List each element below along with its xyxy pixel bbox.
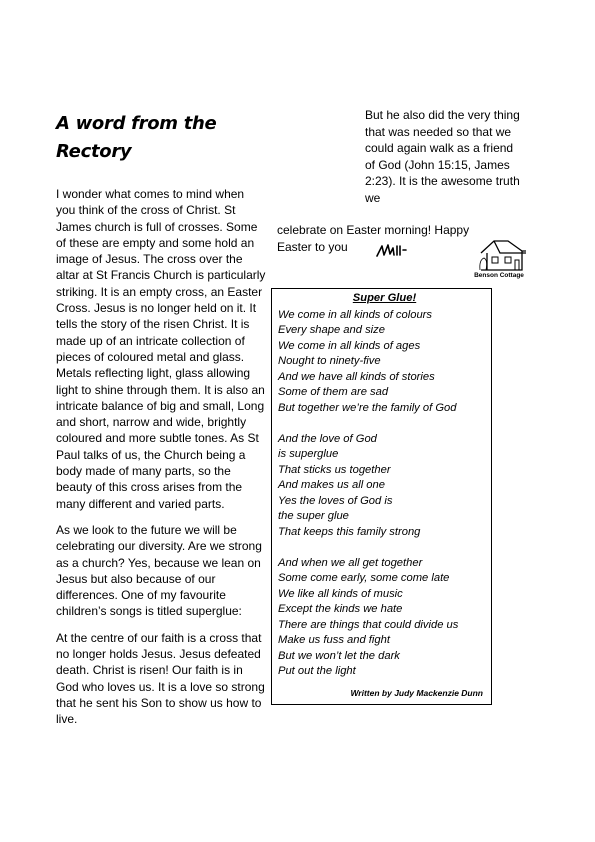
- poem-stanza-1: [278, 308, 491, 417]
- paragraph-1: I wonder what comes to mind when you think of the cross of Christ. St James church is full of crosses. Some of these are empty and some hold an image of Jesus. The cross over the altar at St Francis Church is particularly striking. It is an empty cross, an Easter Cross. Jesus is no longer held on it. It tells the story of the risen Christ. It is made up of an intricate collection of pieces of coloured metal and glass. Metals reflecting light, glass allowing light to shine through them. It is also an intricate balance of big and small, Long and short, narrow and wide, brightly coloured and more subtle tones. As St Paul talks of us, the Church being a body made of many parts, so the beauty of this cross arises from the many different and varied parts.: [56, 187, 266, 511]
- paragraph-2: As we look to the future we will be celebrating our diversity. Are we strong as a church? Yes, because we lean on Jesus but also because of our differences. One of my favourite children’s songs is titled superglue:: [56, 522, 262, 619]
- poem-line: the super glue: [278, 510, 349, 522]
- poem-credit: Written by Judy Mackenzie Dunn: [350, 687, 483, 698]
- poem-line: We come in all kinds of ages: [278, 339, 421, 352]
- title-line-1: A word from the: [56, 113, 217, 134]
- poem-stanza-2: [278, 432, 491, 541]
- paragraph-3: At the centre of our faith is a cross that no longer holds Jesus. Jesus defeated death. Christ is risen! Our faith is in God who loves us. It is a love so strong that he sent his Son to show us how to live.: [56, 630, 265, 727]
- poem-line: But together we’re the family of God: [278, 401, 457, 414]
- poem-line: Every shape and size: [278, 324, 385, 336]
- article-title: [56, 110, 256, 166]
- right-column-text-continued: celebrate on Easter morning! Happy Easter to you: [277, 223, 470, 254]
- poem-line: Some of them are sad: [278, 386, 389, 398]
- poem-box: [271, 288, 492, 705]
- poem-line: Make us fuss and fight: [278, 634, 390, 646]
- poem-line: And when we all get together: [278, 556, 423, 569]
- poem-line: Nought to ninety-five: [278, 355, 381, 367]
- poem-line: Some come early, some come late: [278, 572, 450, 584]
- poem-line: And makes us all one: [278, 479, 385, 491]
- poem-line: That sticks us together: [278, 463, 391, 476]
- cottage-label: Benson Cottage: [474, 272, 524, 279]
- poem-line: Put out the light: [278, 665, 356, 677]
- poem-line: That keeps this family strong: [278, 525, 421, 538]
- poem-line: Yes the loves of God is: [278, 494, 393, 507]
- poem-line: Except the kinds we hate: [278, 603, 403, 615]
- poem-line: We like all kinds of music: [278, 587, 403, 600]
- poem-line: And we have all kinds of stories: [278, 370, 435, 383]
- poem-line: is superglue: [278, 448, 339, 460]
- poem-line: And the love of God: [278, 432, 377, 445]
- poem-stanza-3: [278, 556, 491, 680]
- poem-line: But we won’t let the dark: [278, 649, 400, 662]
- left-column: [56, 186, 266, 738]
- title-line-2: Rectory: [56, 141, 132, 162]
- poem-line: There are things that could divide us: [278, 618, 459, 631]
- right-column-text: But he also did the very thing that was needed so that we could again walk as a friend of God (John 15:15, James 2:23). It is the awesome truth we: [365, 108, 520, 205]
- cottage-icon: [478, 236, 530, 272]
- poem-line: We come in all kinds of colours: [278, 308, 432, 321]
- signature-icon: [376, 240, 408, 260]
- poem-title: Super Glue!: [352, 292, 417, 304]
